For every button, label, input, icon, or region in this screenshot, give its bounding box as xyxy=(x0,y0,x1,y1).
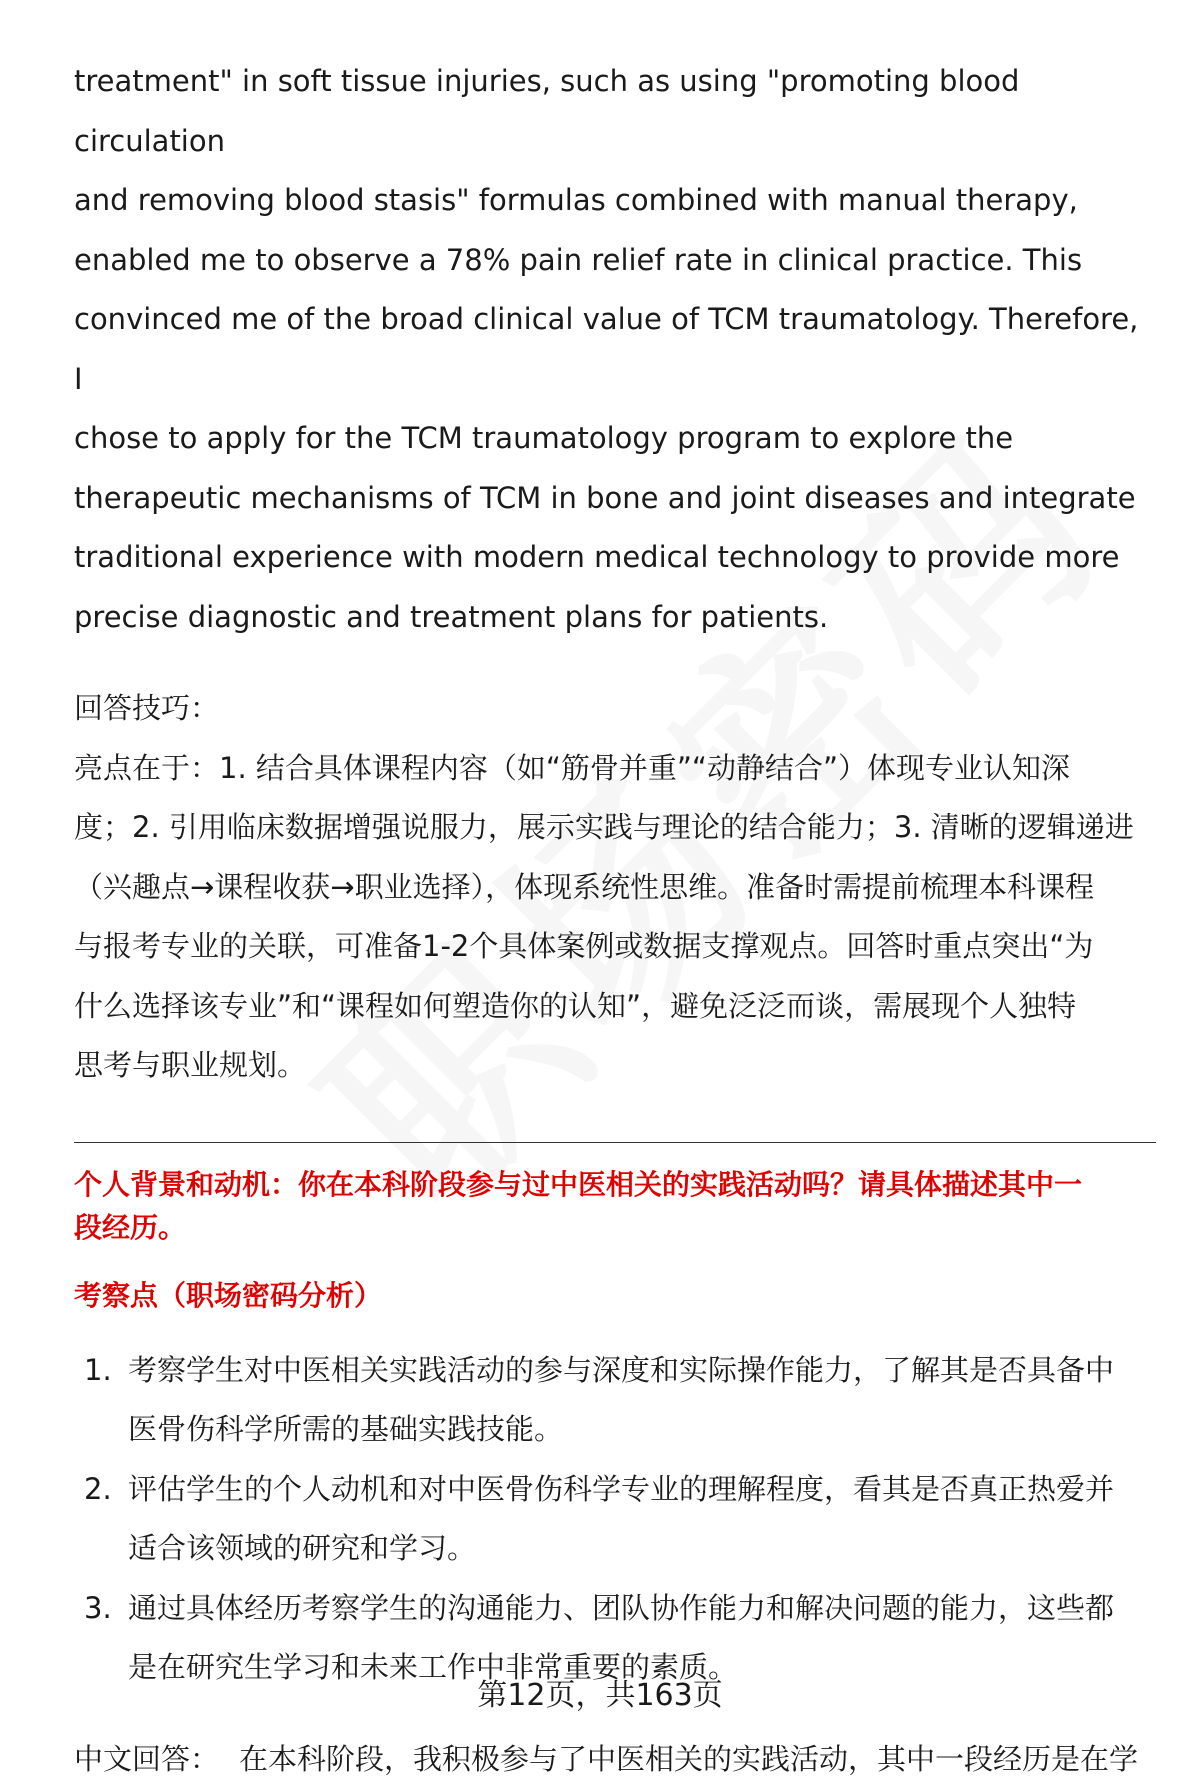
intro-line: chose to apply for the TCM traumatology program to explore the xyxy=(74,409,1156,469)
question-line: 段经历。 xyxy=(74,1206,1156,1249)
section-divider xyxy=(74,1142,1156,1143)
answer-text: 在本科阶段，我积极参与了中医相关的实践活动，其中一段经历是在学 xyxy=(239,1742,1138,1776)
list-item-number: 1. xyxy=(84,1341,112,1401)
tips-line: 思考与职业规划。 xyxy=(74,1036,1156,1096)
intro-paragraph xyxy=(74,52,1156,647)
list-item xyxy=(74,1341,1156,1460)
tips-line: （兴趣点→课程收获→职业选择），体现系统性思维。准备时需提前梳理本科课程 xyxy=(74,858,1156,918)
list-item-line: 是在研究生学习和未来工作中非常重要的素质。 xyxy=(128,1638,1156,1698)
list-item-line: 考察学生对中医相关实践活动的参与深度和实际操作能力，了解其是否具备中 xyxy=(128,1341,1156,1401)
tips-label: 回答技巧： xyxy=(74,679,1156,739)
question-line: 个人背景和动机：你在本科阶段参与过中医相关的实践活动吗？请具体描述其中一 xyxy=(74,1163,1156,1206)
list-item-line: 适合该领域的研究和学习。 xyxy=(128,1519,1156,1579)
question-heading xyxy=(74,1163,1156,1249)
tips-line: 与报考专业的关联，可准备1-2个具体案例或数据支撑观点。回答时重点突出“为 xyxy=(74,917,1156,977)
list-item xyxy=(74,1460,1156,1579)
assessment-heading: 考察点（职场密码分析） xyxy=(74,1276,1156,1316)
answer-paragraph xyxy=(74,1730,1156,1789)
intro-line: therapeutic mechanisms of TCM in bone and joint diseases and integrate xyxy=(74,469,1156,529)
intro-line: convinced me of the broad clinical value of TCM traumatology. Therefore, I xyxy=(74,290,1156,409)
assessment-list xyxy=(74,1341,1156,1698)
list-item-number: 2. xyxy=(84,1460,112,1520)
list-item-line: 通过具体经历考察学生的沟通能力、团队协作能力和解决问题的能力，这些都 xyxy=(128,1579,1156,1639)
intro-line: and removing blood stasis" formulas combined with manual therapy, xyxy=(74,171,1156,231)
tips-paragraph xyxy=(74,739,1156,1096)
intro-line: traditional experience with modern medical technology to provide more xyxy=(74,528,1156,588)
tips-line: 亮点在于：1. 结合具体课程内容（如“筋骨并重”“动静结合”）体现专业认知深 xyxy=(74,739,1156,799)
list-item-line: 医骨伤科学所需的基础实践技能。 xyxy=(128,1400,1156,1460)
intro-line: enabled me to observe a 78% pain relief rate in clinical practice. This xyxy=(74,231,1156,291)
document-page xyxy=(74,52,1156,1789)
intro-line: treatment" in soft tissue injuries, such as using "promoting blood circulation xyxy=(74,52,1156,171)
tips-line: 度；2. 引用临床数据增强说服力，展示实践与理论的结合能力；3. 清晰的逻辑递进 xyxy=(74,798,1156,858)
list-item-number: 3. xyxy=(84,1579,112,1639)
tips-line: 什么选择该专业”和“课程如何塑造你的认知”，避免泛泛而谈，需展现个人独特 xyxy=(74,977,1156,1037)
answer-label: 中文回答： xyxy=(74,1742,219,1776)
intro-line: precise diagnostic and treatment plans for patients. xyxy=(74,588,1156,648)
page-number: 第12页，共163页 xyxy=(0,1676,1200,1716)
list-item-line: 评估学生的个人动机和对中医骨伤科学专业的理解程度，看其是否真正热爱并 xyxy=(128,1460,1156,1520)
